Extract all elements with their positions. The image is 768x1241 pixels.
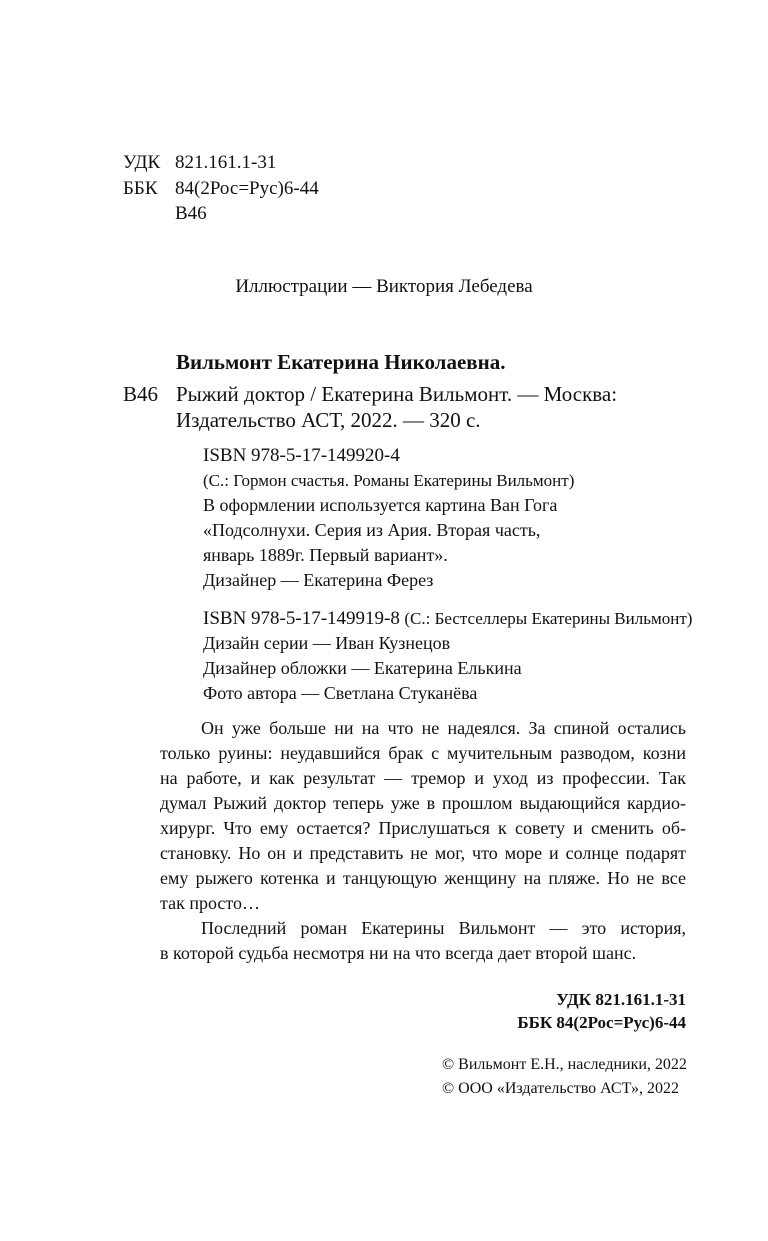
isbn-block-1 xyxy=(203,443,574,593)
index-bbk: ББК 84(2Рос=Рус)6-44 xyxy=(517,1013,686,1032)
index-block xyxy=(517,988,686,1034)
bib-mark: В46 xyxy=(123,382,159,406)
annotation-line: на работе, и как результат — тремор и уход из профессии. Так xyxy=(160,768,686,788)
design-note-line: «Подсолнухи. Серия из Ария. Вторая часть, xyxy=(203,520,541,540)
copyright-line: © Вильмонт Е.Н., наследники, 2022 xyxy=(442,1056,687,1073)
udk-label: УДК xyxy=(123,152,161,173)
designer-line: Дизайнер — Екатерина Ферез xyxy=(203,570,434,590)
design-note-line: январь 1889г. Первый вариант». xyxy=(203,545,448,565)
copyright-block xyxy=(442,1053,687,1101)
annotation-line: так просто… xyxy=(160,893,261,913)
annotation-line: думал Рыжий доктор теперь уже в прошлом выдающийся кардио- xyxy=(160,793,686,813)
credit-line: Фото автора — Светлана Стуканёва xyxy=(203,683,478,703)
isbn-1: ISBN 978-5-17-149920-4 xyxy=(203,445,400,466)
bib-line-publisher: Издательство АСТ, 2022. — 320 с. xyxy=(176,408,481,432)
credit-line: Дизайнер обложки — Екатерина Елькина xyxy=(203,658,522,678)
annotation-line: становку. Но он и представить не мог, что море и солнце подарят xyxy=(160,843,686,863)
author-mark: В46 xyxy=(175,203,207,224)
author-heading: Вильмонт Екатерина Николаевна. xyxy=(176,350,506,374)
illustrations-credit: Иллюстрации — Виктория Лебедева xyxy=(235,276,533,297)
credit-line: Дизайн серии — Иван Кузнецов xyxy=(203,633,451,653)
bib-line-title: Рыжий доктор / Екатерина Вильмонт. — Москва: xyxy=(176,382,618,406)
copyright-line: © ООО «Издательство АСТ», 2022 xyxy=(442,1080,679,1097)
annotation-line: в которой судьба несмотря ни на что всегда дает второй шанс. xyxy=(160,943,637,963)
bbk-value: 84(2Рос=Рус)6-44 xyxy=(175,178,319,199)
isbn-block-2 xyxy=(203,606,692,706)
annotation-line: Он уже больше ни на что не надеялся. За спиной остались xyxy=(201,718,686,738)
annotation-line: Последний роман Екатерины Вильмонт — это история, xyxy=(201,918,686,938)
series-1: (С.: Гормон счастья. Романы Екатерины Вильмонт) xyxy=(203,471,575,490)
udk-value: 821.161.1-31 xyxy=(175,152,277,173)
annotation-line: ему рыжего котенка и танцующую женщину на пляже. Но не все xyxy=(160,868,686,888)
bbk-label: ББК xyxy=(123,178,158,199)
index-udk: УДК 821.161.1-31 xyxy=(556,990,686,1009)
bbk-line xyxy=(123,178,319,200)
annotation-line: хирург. Что ему остается? Прислушаться к совету и сменить об- xyxy=(160,818,686,838)
annotation xyxy=(160,716,686,966)
series-2: (С.: Бестселлеры Екатерины Вильмонт) xyxy=(404,609,693,628)
design-note-line: В оформлении используется картина Ван Гога xyxy=(203,495,558,515)
annotation-line: только руины: неудавшийся брак с мучительным разводом, козни xyxy=(160,743,686,763)
isbn-2: ISBN 978-5-17-149919-8 xyxy=(203,608,400,629)
udk-line xyxy=(123,152,276,174)
